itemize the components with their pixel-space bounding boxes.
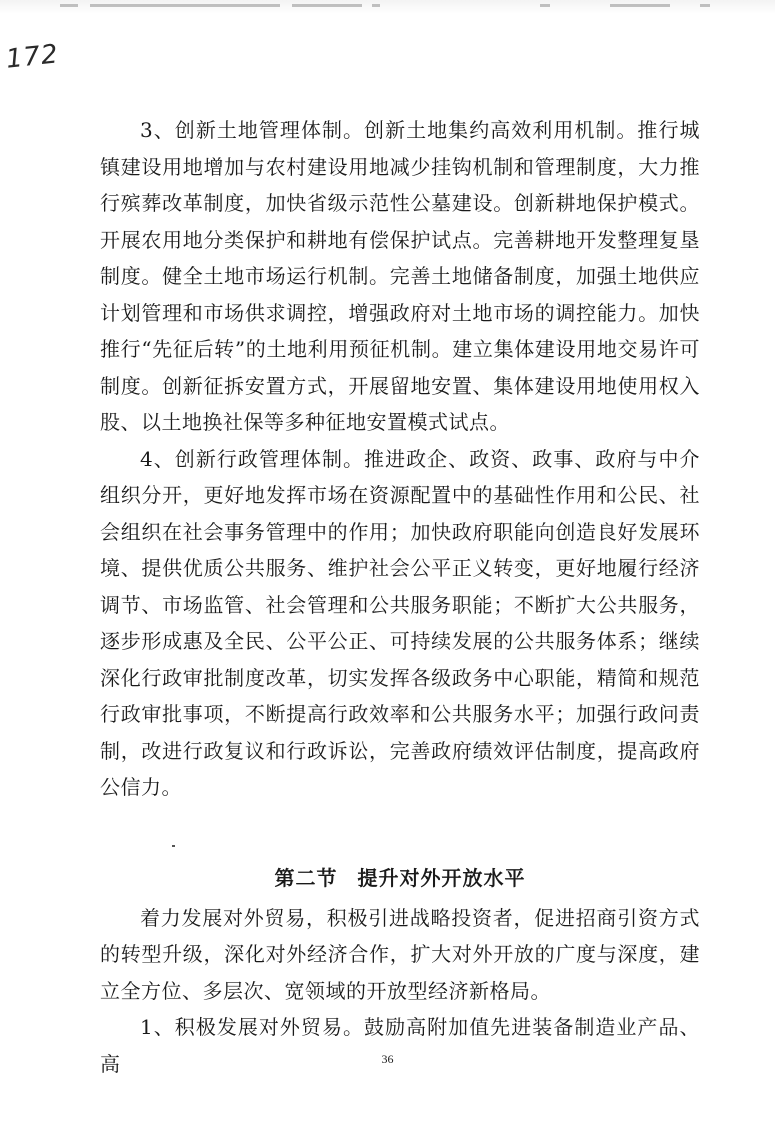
paragraph-administrative-management: 4、创新行政管理体制。推进政企、政资、政事、政府与中介组织分开，更好地发挥市场在资源配置中的基础性作用和公民、社会组织在社会事务管理中的作用；加快政府职能向创造良好发展环境、提供优质公共服务、维护社会公平正义转变，更好地履行经济调节、市场监管、社会管理和公共服务职能；不断扩大公共服务，逐步形成惠及全民、公平公正、可持续发展的公共服务体系；继续深化行政审批制度改革，切实发挥各级政务中心职能，精简和规范行政审批事项，不断提高行政效率和公共服务水平；加强行政问责制，改进行政复议和行政诉讼，完善政府绩效评估制度，提高政府公信力。 (100, 446, 700, 799)
scan-artifact (90, 4, 280, 7)
scan-artifact (60, 4, 78, 7)
document-body (100, 112, 700, 1082)
paragraph-foreign-trade: 1、积极发展对外贸易。鼓励高附加值先进装备制造业产品、高 (100, 1015, 700, 1076)
scan-speck (172, 845, 175, 847)
paragraph-section-intro: 着力发展对外贸易，积极引进战略投资者，促进招商引资方式的转型升级，深化对外经济合作，扩大对外开放的广度与深度，建立全方位、多层次、宽领域的开放型经济新格局。 (100, 905, 700, 1003)
section-number: 第二节 (274, 865, 338, 890)
scan-artifact (540, 4, 550, 7)
scan-artifact (610, 4, 670, 7)
section-title: 提升对外开放水平 (357, 865, 526, 890)
scan-artifact (292, 4, 362, 7)
scan-edge (0, 0, 775, 14)
scan-artifact (372, 4, 380, 7)
section-heading (100, 860, 700, 896)
handwritten-page-mark: 172 (4, 39, 61, 75)
scan-artifact (700, 4, 710, 7)
page-number: 36 (381, 1052, 394, 1066)
paragraph-land-management: 3、创新土地管理体制。创新土地集约高效利用机制。推行城镇建设用地增加与农村建设用地减少挂钩机制和管理制度，大力推行殡葬改革制度，加快省级示范性公墓建设。创新耕地保护模式。开展农用地分类保护和耕地有偿保护试点。完善耕地开发整理复垦制度。健全土地市场运行机制。完善土地储备制度，加强土地供应计划管理和市场供求调控，增强政府对土地市场的调控能力。加快推行“先征后转”的土地利用预征机制。建立集体建设用地交易许可制度。创新征拆安置方式，开展留地安置、集体建设用地使用权入股、以土地换社保等多种征地安置模式试点。 (100, 118, 700, 434)
